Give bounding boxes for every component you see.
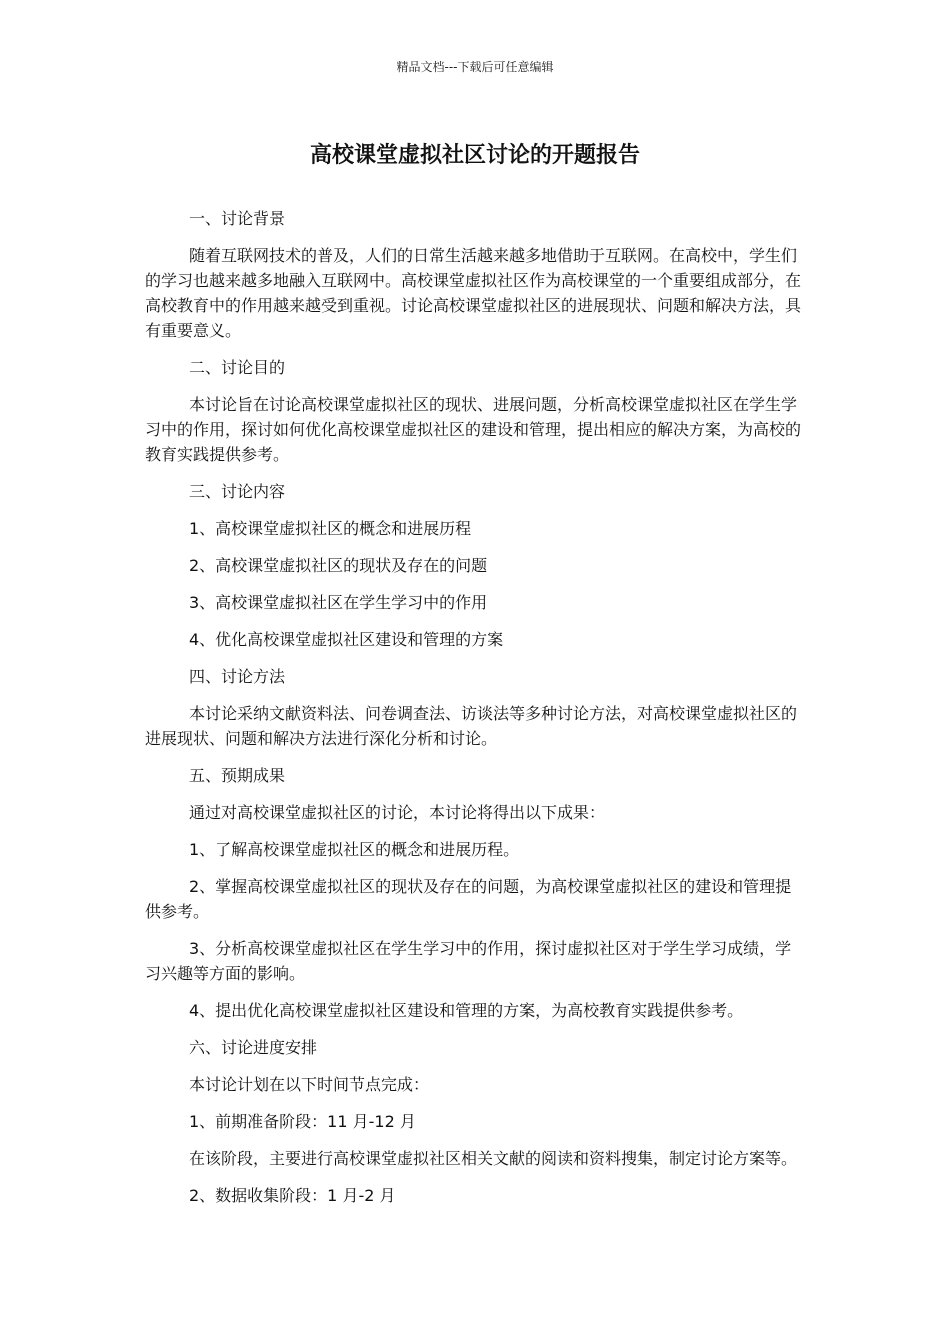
- section-heading-schedule: 六、讨论进度安排: [189, 1038, 318, 1057]
- content-item-3: 3、高校课堂虚拟社区在学生学习中的作用: [189, 593, 488, 612]
- section-heading-results: 五、预期成果: [189, 766, 286, 785]
- section-heading-background: 一、讨论背景: [189, 209, 286, 228]
- content-item-2: 2、高校课堂虚拟社区的现状及存在的问题: [189, 556, 488, 575]
- paragraph-background: 随着互联网技术的普及，人们的日常生活越来越多地借助于互联网。在高校中，学生们的学习也越来越多地融入互联网中。高校课堂虚拟社区作为高校课堂的一个重要组成部分，在高校教育中的作用越来越受到重视。讨论高校课堂虚拟社区的进展现状、问题和解决方法，具有重要意义。: [145, 246, 802, 340]
- content-item-1: 1、高校课堂虚拟社区的概念和进展历程: [189, 519, 472, 538]
- document-title: 高校课堂虚拟社区讨论的开题报告: [309, 143, 640, 168]
- result-item-4: 4、提出优化高校课堂虚拟社区建设和管理的方案，为高校教育实践提供参考。: [189, 1001, 744, 1020]
- schedule-item-1-detail: 在该阶段，主要进行高校课堂虚拟社区相关文献的阅读和资料搜集，制定讨论方案等。: [189, 1149, 798, 1168]
- section-heading-method: 四、讨论方法: [189, 667, 286, 686]
- section-heading-purpose: 二、讨论目的: [189, 358, 286, 377]
- document-body: [145, 206, 807, 1220]
- paragraph-method: 本讨论采纳文献资料法、问卷调查法、访谈法等多种讨论方法，对高校课堂虚拟社区的进展现状、问题和解决方法进行深化分析和讨论。: [145, 704, 798, 748]
- paragraph-schedule-intro: 本讨论计划在以下时间节点完成：: [189, 1075, 430, 1094]
- result-item-2: 2、掌握高校课堂虚拟社区的现状及存在的问题，为高校课堂虚拟社区的建设和管理提供参考。: [145, 877, 792, 921]
- result-item-1: 1、了解高校课堂虚拟社区的概念和进展历程。: [189, 840, 520, 859]
- paragraph-results-intro: 通过对高校课堂虚拟社区的讨论，本讨论将得出以下成果：: [189, 803, 606, 822]
- schedule-item-2: 2、数据收集阶段：1 月-2 月: [189, 1186, 396, 1205]
- section-heading-content: 三、讨论内容: [189, 482, 286, 501]
- schedule-item-1: 1、前期准备阶段：11 月-12 月: [189, 1112, 416, 1131]
- paragraph-purpose: 本讨论旨在讨论高校课堂虚拟社区的现状、进展问题，分析高校课堂虚拟社区在学生学习中的作用，探讨如何优化高校课堂虚拟社区的建设和管理，提出相应的解决方案，为高校的教育实践提供参考。: [145, 395, 802, 464]
- content-item-4: 4、优化高校课堂虚拟社区建设和管理的方案: [189, 630, 504, 649]
- header-note: 精品文档---下载后可任意编辑: [396, 60, 554, 74]
- result-item-3: 3、分析高校课堂虚拟社区在学生学习中的作用，探讨虚拟社区对于学生学习成绩，学习兴趣等方面的影响。: [145, 939, 792, 983]
